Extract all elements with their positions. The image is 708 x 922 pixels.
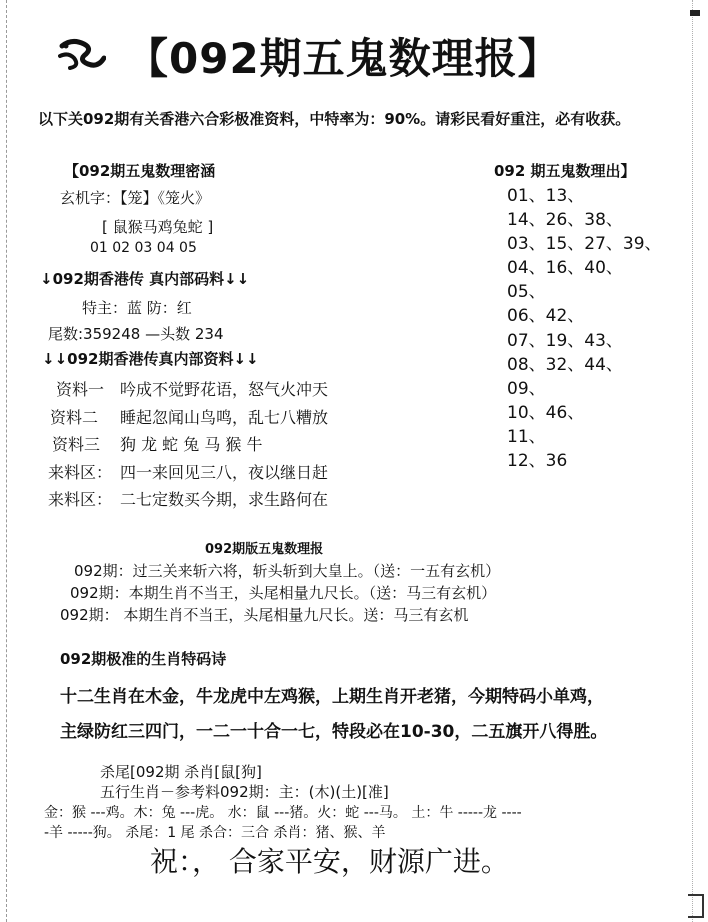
snake-logo-icon [58, 38, 106, 72]
data-row-text: 狗 龙 蛇 兔 马 猴 牛 [120, 435, 263, 454]
data-row-label: 资料二 [50, 408, 99, 427]
output-number-row: 12、36 [507, 451, 568, 472]
output-number-row: 06、42、 [507, 306, 585, 327]
mid-line: 092期：过三关来斩六将，斩头斩到大皇上。（送：一五有玄机） [74, 562, 501, 580]
blessing: 祝：， 合家平安，财源广进。 [150, 845, 509, 878]
output-number-row: 07、19、43、 [507, 330, 623, 351]
secret-header: 【092期五鬼数理密涵 [64, 162, 216, 180]
data-row-text: 二七定数买今期，求生路何在 [120, 490, 329, 509]
number-row: 01 02 03 04 05 [90, 240, 197, 256]
mid-subheader: 092期版五鬼数理报 [205, 542, 324, 557]
data-row-label: 来料区： [48, 490, 113, 509]
scan-smudge [690, 10, 700, 16]
output-number-row: 03、15、27、39、 [507, 234, 662, 255]
page-title: 【092期五鬼数理报】 [126, 34, 561, 83]
corner-mark [688, 894, 704, 918]
output-number-row: 14、26、38、 [507, 210, 623, 231]
insider-data-header: ↓↓092期香港传真内部资料↓↓ [42, 350, 259, 368]
data-row-label: 来料区： [48, 463, 113, 482]
output-number-row: 04、16、40、 [507, 258, 623, 279]
data-row-label: 资料三 [52, 435, 101, 454]
data-row-text: 四一来回见三八，夜以继日赶 [120, 463, 329, 482]
kill-line: 杀尾[092期 杀肖[鼠[狗] [100, 763, 262, 781]
special-line: 特主：蓝 防：红 [82, 299, 192, 317]
output-number-list [507, 184, 662, 473]
wuxing-line: 五行生肖－参考料092期：主：(木)(土)[准] [100, 783, 389, 801]
poem-header: 092期极准的生肖特码诗 [60, 650, 227, 668]
scan-border-left [6, 0, 7, 922]
output-number-row: 08、32、44、 [507, 354, 623, 375]
zodiac-group: [ 鼠猴马鸡兔蛇 ] [102, 218, 214, 236]
output-number-row: 10、46、 [507, 402, 585, 423]
data-row-label: 资料一 [56, 380, 105, 399]
output-header: 092 期五鬼数理出】 [494, 162, 636, 180]
poem-line: 主绿防红三四门，一二一十合一七，特段必在10-30，二五旗开八得胜。 [60, 722, 608, 742]
poem-line: 十二生肖在木金，牛龙虎中左鸡猴，上期生肖开老猪，今期特码小单鸡， [60, 687, 604, 707]
tail-head-line: 尾数:359248 —头数 234 [48, 325, 224, 343]
output-number-row: 09、 [507, 378, 546, 399]
mid-line: 092期：本期生肖不当王，头尾相量九尺长。（送：马三有玄机） [70, 584, 497, 602]
output-number-row: 05、 [507, 282, 546, 303]
output-number-row: 11、 [507, 426, 546, 447]
intro-text: 以下关092期有关香港六合彩极准资料，中特率为：90%。请彩民看好重注，必有收获。 [38, 110, 631, 128]
data-row-text: 吟成不觉野花语，怒气火冲天 [120, 380, 329, 399]
scan-border-right [692, 0, 693, 922]
data-row-text: 睡起忽闻山鸟鸣，乱七八糟放 [120, 408, 329, 427]
xuanji-line: 玄机字：【笼】《笼火》 [60, 189, 211, 207]
kill-summary-line: -羊 -----狗。 杀尾：1 尾 杀合：三合 杀肖：猪、猴、羊 [44, 825, 386, 841]
insider-code-header: ↓092期香港传 真内部码料↓↓ [40, 270, 250, 288]
output-number-row: 01、13、 [507, 186, 585, 206]
mid-line: 092期： 本期生肖不当王，头尾相量九尺长。送：马三有玄机 [60, 606, 469, 624]
elements-line: 金：猴 ---鸡。木：兔 ---虎。 水：鼠 ---猪。火：蛇 ---马。 土：牛 -----龙 ---- [44, 805, 522, 821]
